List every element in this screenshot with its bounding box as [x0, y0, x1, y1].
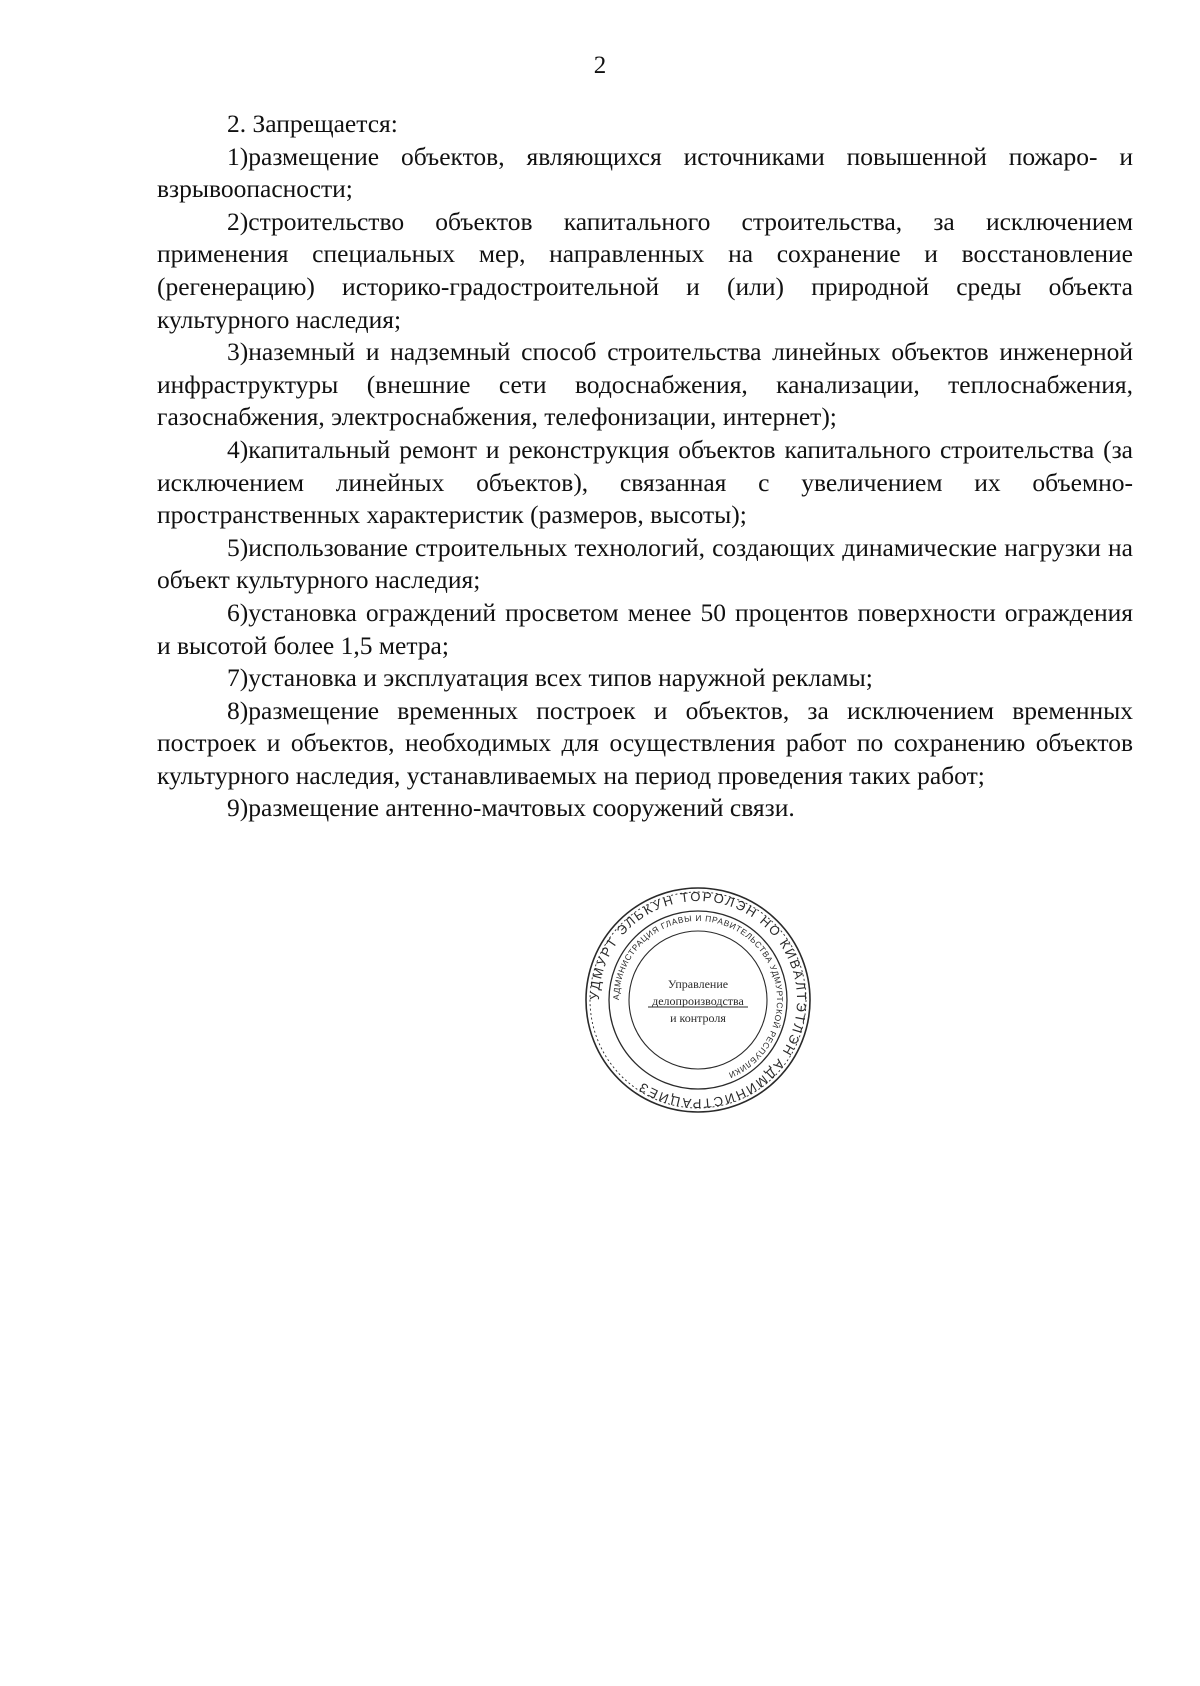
official-seal — [582, 884, 814, 1116]
list-item-9 — [157, 792, 1133, 825]
item-label: 6) — [227, 597, 249, 627]
item-label: 7) — [227, 663, 249, 693]
item-text: капитальный ремонт и реконструкция объектов капитального строительства (за исключением линейных объектов), связанная с увеличением их объемно-пространственных характеристик (размеров, высоты); — [157, 434, 1133, 530]
item-text: размещение антенно-мачтовых сооружений связи. — [248, 793, 795, 823]
document-body — [157, 108, 1133, 825]
list-item-1 — [157, 141, 1133, 206]
item-label: 1) — [227, 141, 249, 171]
item-text: установка ограждений просветом менее 50 процентов поверхности ограждения и высотой более 1,5 метра; — [157, 597, 1133, 660]
item-text: размещение временных построек и объектов, за исключением временных построек и объектов, необходимых для осуществления работ по сохранению объектов культурного наследия, устанавливаемых на период проведения таких работ; — [157, 695, 1133, 790]
item-label: 4) — [227, 434, 249, 464]
list-item-7 — [157, 662, 1133, 695]
item-label: 2) — [227, 206, 249, 236]
item-label: 8) — [227, 695, 249, 725]
section-heading: 2. Запрещается: — [227, 109, 398, 138]
list-item-3 — [157, 336, 1133, 434]
item-label: 9) — [227, 793, 249, 823]
list-item-5 — [157, 532, 1133, 597]
item-text: наземный и надземный способ строительства линейных объектов инженерной инфраструктуры (внешние сети водоснабжения, канализации, теплоснабжения, газоснабжения, электроснабжения, телефонизации, интернет); — [157, 337, 1133, 432]
item-label: 5) — [227, 532, 249, 562]
seal-graphic — [582, 884, 814, 1116]
item-text: размещение объектов, являющихся источниками повышенной пожаро- и взрывоопасности; — [157, 141, 1133, 204]
item-text: установка и эксплуатация всех типов наружной рекламы; — [248, 663, 873, 693]
seal-center-line-3: и контроля — [670, 1011, 726, 1025]
seal-center-line-1: Управление — [667, 977, 729, 991]
list-item-2 — [157, 206, 1133, 336]
item-text: использование строительных технологий, создающих динамические нагрузки на объект культурного наследия; — [157, 532, 1133, 595]
seal-inner-text: АДМИНИСТРАЦИЯ ГЛАВЫ И ПРАВИТЕЛЬСТВА УДМУРТСКОЙ РЕСПУБЛИКИ — [610, 912, 786, 1081]
list-item-6 — [157, 597, 1133, 662]
list-item-8 — [157, 695, 1133, 793]
list-item-4 — [157, 434, 1133, 532]
page-number: 2 — [593, 52, 607, 79]
seal-center-line-2: делопроизводства — [652, 994, 744, 1008]
seal-outer-text: УДМУРТ ЭЛЬКУН ТОРОЛЭН НО КИВАЛТЭТЛЭН АДМИНИСТРАЦИЕЗ — [586, 888, 810, 1112]
item-text: строительство объектов капитального строительства, за исключением применения специальных мер, направленных на сохранение и восстановление (регенерацию) историко-градостроительной и (или) природной среды объекта культурного наследия; — [157, 206, 1133, 334]
item-label: 3) — [227, 337, 249, 367]
